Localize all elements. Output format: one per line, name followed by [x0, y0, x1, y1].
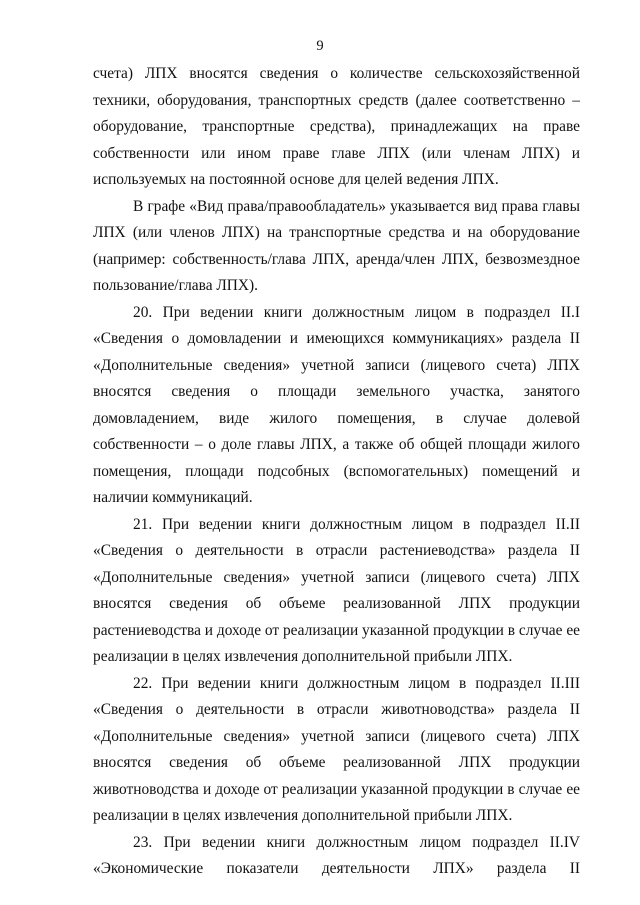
- paragraph-22: 22. При ведении книги должностным лицом в подраздел II.III «Сведения о деятельности в отрасли животноводства» раздела II «Дополнительные сведения» учетной записи (лицевого счета) ЛПХ вносятся сведения об объеме реализованной ЛПХ продукции животноводства и доходе от реализации указанной продукции в случае ее реализации в целях извлечения дополнительной прибыли ЛПХ.: [93, 674, 580, 824]
- paragraph-20: 20. При ведении книги должностным лицом в подраздел II.I «Сведения о домовладении и имеющихся коммуникациях» раздела II «Дополнительные сведения» учетной записи (лицевого счета) ЛПХ вносятся сведения о площади земельного участка, занятого домовладением, виде жилого помещения, в случае долевой собственности – о доле главы ЛПХ, а также об общей площади жилого помещения, площади подсобных (вспомогательных) помещений и наличии коммуникаций.: [93, 303, 580, 506]
- paragraph-21: 21. При ведении книги должностным лицом в подраздел II.II «Сведения о деятельности в отрасли растениеводства» раздела II «Дополнительные сведения» учетной записи (лицевого счета) ЛПХ вносятся сведения об объеме реализованной ЛПХ продукции растениеводства и доходе от реализации указанной продукции в случае ее реализации в целях извлечения дополнительной прибыли ЛПХ.: [93, 515, 580, 665]
- paragraph-continuation: счета) ЛПХ вносятся сведения о количестве сельскохозяйственной техники, оборудования, транспортных средств (далее соответственно – оборудование, транспортные средства), принадлежащих на праве собственности или ином праве главе ЛПХ (или членам ЛПХ) и используемых на постоянной основе для целей ведения ЛПХ.: [93, 65, 580, 188]
- page-number: 9: [316, 38, 324, 54]
- paragraph-23: 23. При ведении книги должностным лицом подраздел II.IV «Экономические показатели деятельности ЛПХ» раздела II: [93, 833, 580, 877]
- document-body: [93, 61, 580, 883]
- paragraph-right-type: В графе «Вид права/правообладатель» указывается вид права главы ЛПХ (или членов ЛПХ) на транспортные средства и на оборудование (например: собственность/глава ЛПХ, аренда/член ЛПХ, безвозмездное пользование/глава ЛПХ).: [93, 197, 580, 294]
